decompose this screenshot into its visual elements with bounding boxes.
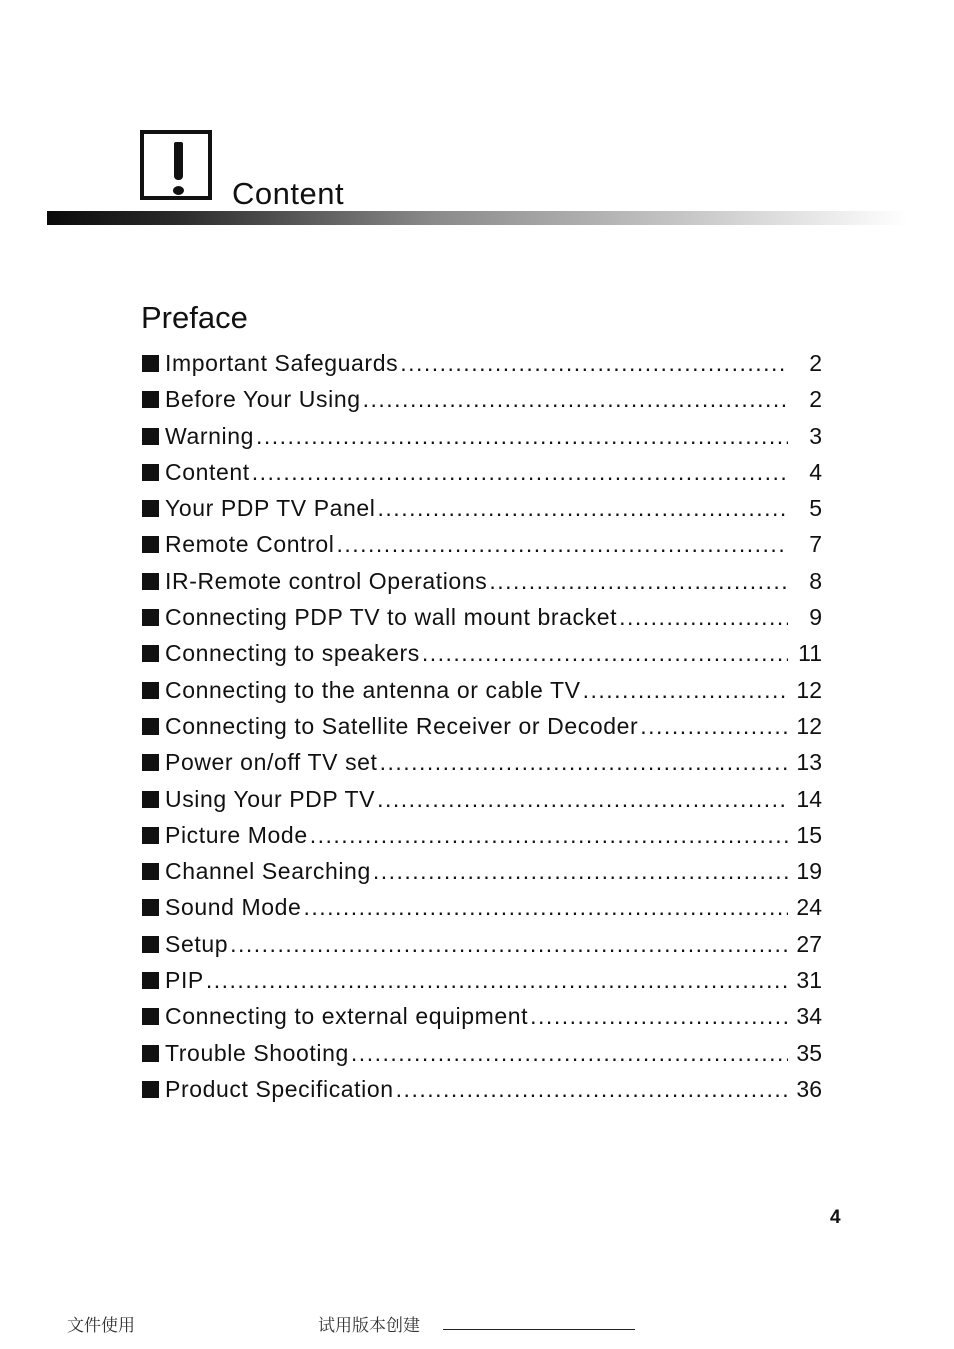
toc-entry-label: IR-Remote control Operations [165, 567, 488, 594]
square-bullet-icon [142, 827, 159, 844]
toc-entry[interactable] [142, 350, 822, 386]
exclamation-bar [174, 142, 183, 180]
toc-dot-leader [363, 386, 788, 413]
square-bullet-icon [142, 863, 159, 880]
toc-entry-label: Connecting to external equipment [165, 1003, 529, 1030]
toc-dot-leader [377, 786, 788, 813]
footer-middle-text: 试用版本创建 [318, 1316, 420, 1336]
toc-entry-page: 5 [809, 495, 822, 522]
toc-entry-label: Setup [165, 930, 229, 957]
toc-entry-label: Warning [165, 422, 254, 449]
toc-dot-leader [640, 713, 788, 740]
toc-entry[interactable] [142, 967, 822, 1003]
toc-entry-label: Product Specification [165, 1075, 394, 1102]
toc-dot-leader [256, 423, 788, 450]
toc-entry-page: 27 [796, 930, 822, 957]
toc-entry-label: Connecting to the antenna or cable TV [165, 676, 581, 703]
square-bullet-icon [142, 718, 159, 735]
exclamation-dot [173, 186, 184, 195]
toc-entry-page: 7 [809, 531, 822, 558]
toc-entry[interactable] [142, 531, 822, 567]
footer-underline [443, 1329, 635, 1330]
toc-entry[interactable] [142, 894, 822, 930]
toc-dot-leader [583, 677, 788, 704]
square-bullet-icon [142, 391, 159, 408]
toc-entry-page: 11 [798, 640, 822, 667]
toc-entry[interactable] [142, 640, 822, 676]
toc-entry[interactable] [142, 423, 822, 459]
toc-dot-leader [378, 495, 788, 522]
toc-entry-label: Your PDP TV Panel [165, 495, 376, 522]
square-bullet-icon [142, 972, 159, 989]
toc-entry[interactable] [142, 786, 822, 822]
square-bullet-icon [142, 428, 159, 445]
toc-entry[interactable] [142, 568, 822, 604]
toc-entry-page: 36 [796, 1075, 822, 1102]
toc-dot-leader [380, 749, 788, 776]
exclamation-box-icon [140, 130, 212, 200]
toc-entry[interactable] [142, 1003, 822, 1039]
toc-entry-page: 3 [809, 422, 822, 449]
square-bullet-icon [142, 355, 159, 372]
toc-entry[interactable] [142, 677, 822, 713]
square-bullet-icon [142, 536, 159, 553]
toc-dot-leader [303, 894, 788, 921]
toc-dot-leader [230, 931, 788, 958]
toc-entry-page: 2 [809, 350, 822, 376]
square-bullet-icon [142, 754, 159, 771]
toc-dot-leader [373, 858, 788, 885]
toc-dot-leader [351, 1040, 788, 1067]
square-bullet-icon [142, 609, 159, 626]
toc-entry-label: Power on/off TV set [165, 749, 378, 776]
footer-left-text: 文件使用 [67, 1316, 135, 1336]
section-title: Preface [141, 300, 248, 335]
toc-entry-page: 12 [796, 712, 822, 739]
toc-entry-page: 15 [796, 821, 822, 848]
toc-entry[interactable] [142, 1076, 822, 1112]
square-bullet-icon [142, 500, 159, 517]
square-bullet-icon [142, 899, 159, 916]
toc-dot-leader [396, 1076, 788, 1103]
toc-dot-leader [252, 459, 788, 486]
toc-entry-page: 13 [796, 749, 822, 776]
square-bullet-icon [142, 936, 159, 953]
toc-dot-leader [489, 568, 788, 595]
toc-entry-page: 24 [796, 894, 822, 921]
toc-entry-label: Content [165, 458, 250, 485]
toc-entry-page: 9 [809, 604, 822, 631]
toc-entry-label: Remote Control [165, 531, 335, 558]
toc-entry-page: 8 [809, 567, 822, 594]
square-bullet-icon [142, 645, 159, 662]
toc-entry-page: 4 [809, 458, 822, 485]
toc-entry-page: 34 [796, 1003, 822, 1030]
header-gradient-rule [47, 211, 907, 225]
square-bullet-icon [142, 1045, 159, 1062]
square-bullet-icon [142, 682, 159, 699]
toc-entry[interactable] [142, 1040, 822, 1076]
page-title: Content [232, 176, 345, 211]
toc-entry-label: Trouble Shooting [165, 1039, 349, 1066]
page-number: 4 [830, 1207, 841, 1228]
toc-dot-leader [400, 350, 788, 377]
toc-entry-label: Connecting to Satellite Receiver or Decoder [165, 712, 639, 739]
toc-dot-leader [530, 1003, 788, 1030]
toc-entry-label: Before Your Using [165, 386, 361, 413]
toc-entry-page: 31 [796, 967, 822, 994]
toc-dot-leader [422, 640, 788, 667]
toc-entry[interactable] [142, 822, 822, 858]
square-bullet-icon [142, 1008, 159, 1025]
toc-entry-label: Using Your PDP TV [165, 785, 376, 812]
toc-entry[interactable] [142, 858, 822, 894]
toc-dot-leader [310, 822, 788, 849]
toc-entry-label: Connecting PDP TV to wall mount bracket [165, 604, 618, 631]
toc-entry-page: 14 [796, 785, 822, 812]
toc-entry-page: 12 [796, 676, 822, 703]
toc-entry-label: PIP [165, 967, 204, 994]
toc-dot-leader [336, 531, 788, 558]
toc-entry[interactable] [142, 931, 822, 967]
toc-entry-label: Connecting to speakers [165, 640, 420, 667]
square-bullet-icon [142, 1081, 159, 1098]
square-bullet-icon [142, 791, 159, 808]
toc-entry[interactable] [142, 495, 822, 531]
toc-entry-label: Channel Searching [165, 858, 371, 885]
toc-entry-page: 19 [796, 858, 822, 885]
table-of-contents [142, 350, 822, 1112]
toc-entry-page: 35 [796, 1039, 822, 1066]
square-bullet-icon [142, 464, 159, 481]
toc-entry-label: Picture Mode [165, 821, 308, 848]
toc-entry[interactable] [142, 386, 822, 422]
toc-entry-page: 2 [809, 386, 822, 413]
toc-entry[interactable] [142, 459, 822, 495]
toc-dot-leader [619, 604, 788, 631]
toc-entry[interactable] [142, 604, 822, 640]
toc-entry-label: Important Safeguards [165, 350, 399, 376]
toc-entry[interactable] [142, 749, 822, 785]
toc-entry-label: Sound Mode [165, 894, 302, 921]
toc-dot-leader [206, 967, 788, 994]
square-bullet-icon [142, 573, 159, 590]
toc-entry[interactable] [142, 713, 822, 749]
